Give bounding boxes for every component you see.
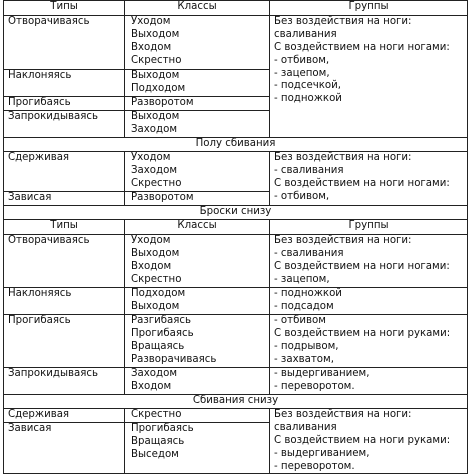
- table-row: [4, 288, 468, 315]
- classes-cell: [125, 235, 270, 288]
- header-types: Типы: [4, 1, 125, 16]
- cell-line: - отбивом: [274, 315, 326, 326]
- type-cell: Запрокидываясь: [4, 368, 125, 395]
- type-cell: Зависая: [4, 423, 125, 474]
- section-title-row: [4, 206, 468, 220]
- section-title-row: [4, 395, 468, 409]
- cell-line: Выходом: [131, 300, 180, 312]
- section-title: Сбивания снизу: [4, 395, 468, 409]
- table-row: [4, 16, 468, 70]
- table-row: [4, 315, 468, 368]
- cell-line: Без воздействия на ноги:: [274, 409, 412, 420]
- cell-line: С воздействием на ноги ногами:: [274, 260, 450, 272]
- type-cell: Наклоняясь: [4, 70, 125, 97]
- cell-line: Входом: [131, 41, 172, 53]
- cell-line: Вращаясь: [131, 435, 185, 447]
- cell-line: Прогибаясь: [131, 423, 194, 435]
- classes-cell: [125, 97, 270, 111]
- cell-line: Скрестно: [131, 409, 182, 420]
- cell-line: - переворотом.: [274, 460, 355, 472]
- table-row: [4, 368, 468, 395]
- groups-cell: [270, 152, 468, 206]
- cell-line: С воздействием на ноги ногами:: [274, 41, 450, 53]
- cell-line: Скрестно: [131, 273, 182, 285]
- header-types: Типы: [4, 220, 125, 235]
- cell-line: - зацепом,: [274, 67, 330, 79]
- classes-cell: [125, 288, 270, 315]
- header-row: [4, 220, 468, 235]
- cell-line: Выходом: [131, 247, 180, 259]
- cell-line: Выходом: [131, 28, 180, 40]
- table-row: [4, 235, 468, 288]
- classes-cell: [125, 409, 270, 423]
- header-groups: Группы: [270, 220, 468, 235]
- section-title: Броски снизу: [4, 206, 468, 220]
- classes-cell: [125, 152, 270, 192]
- cell-line: - сваливания: [274, 247, 344, 259]
- cell-line: Уходом: [131, 16, 171, 27]
- classes-cell: [125, 368, 270, 395]
- cell-line: Скрестно: [131, 54, 182, 66]
- cell-line: С воздействием на ноги руками:: [274, 327, 451, 339]
- type-cell: Отворачиваясь: [4, 16, 125, 70]
- cell-line: Выходом: [131, 111, 180, 122]
- classes-cell: [125, 16, 270, 70]
- header-classes: Классы: [125, 220, 270, 235]
- groups-cell: [270, 368, 468, 395]
- type-cell: Прогибаясь: [4, 97, 125, 111]
- cell-line: Скрестно: [131, 177, 182, 189]
- cell-line: сваливания: [274, 28, 337, 40]
- throws-classification-table: [3, 0, 468, 474]
- classes-cell: [125, 192, 270, 206]
- cell-line: - подножкой: [274, 288, 342, 299]
- cell-line: Уходом: [131, 152, 171, 163]
- type-cell: Сдерживая: [4, 152, 125, 192]
- groups-cell: [270, 16, 468, 138]
- cell-line: Разворотом: [131, 97, 194, 108]
- cell-line: - подсечкой,: [274, 80, 341, 92]
- type-cell: Отворачиваясь: [4, 235, 125, 288]
- groups-cell: [270, 235, 468, 288]
- cell-line: - зацепом,: [274, 273, 330, 285]
- cell-line: Выходом: [131, 70, 180, 81]
- cell-line: Выседом: [131, 448, 179, 460]
- groups-cell: [270, 288, 468, 315]
- classes-cell: [125, 315, 270, 368]
- cell-line: - выдергиванием,: [274, 368, 370, 379]
- type-cell: Зависая: [4, 192, 125, 206]
- cell-line: С воздействием на ноги ногами:: [274, 177, 450, 189]
- cell-line: - подножкой: [274, 93, 342, 105]
- header-row: [4, 1, 468, 16]
- header-classes: Классы: [125, 1, 270, 16]
- header-groups: Группы: [270, 1, 468, 16]
- cell-line: Входом: [131, 380, 172, 392]
- classes-cell: [125, 70, 270, 97]
- cell-line: сваливания: [274, 421, 337, 433]
- section-title-row: [4, 138, 468, 152]
- cell-line: Заходом: [131, 368, 177, 379]
- cell-line: Заходом: [131, 164, 177, 176]
- cell-line: Подходом: [131, 82, 186, 94]
- cell-line: Без воздействия на ноги:: [274, 235, 412, 246]
- section-title: Полу сбивания: [4, 138, 468, 152]
- cell-line: Заходом: [131, 123, 177, 135]
- cell-line: - подсадом: [274, 300, 334, 312]
- classes-cell: [125, 423, 270, 474]
- cell-line: Входом: [131, 260, 172, 272]
- cell-line: - переворотом.: [274, 380, 355, 392]
- type-cell: Наклоняясь: [4, 288, 125, 315]
- cell-line: Разворотом: [131, 192, 194, 203]
- cell-line: Вращаясь: [131, 340, 185, 352]
- table-row: [4, 152, 468, 192]
- cell-line: Прогибаясь: [131, 327, 194, 339]
- groups-cell: [270, 409, 468, 474]
- cell-line: С воздействием на ноги руками:: [274, 434, 451, 446]
- cell-line: - отбивом,: [274, 54, 330, 66]
- type-cell: Сдерживая: [4, 409, 125, 423]
- type-cell: Прогибаясь: [4, 315, 125, 368]
- cell-line: Без воздействия на ноги:: [274, 16, 412, 27]
- cell-line: Разворачиваясь: [131, 353, 217, 365]
- cell-line: - захватом,: [274, 353, 334, 365]
- cell-line: - выдергиванием,: [274, 447, 370, 459]
- classes-cell: [125, 111, 270, 138]
- cell-line: Без воздействия на ноги:: [274, 152, 412, 163]
- cell-line: Подходом: [131, 288, 186, 299]
- table-row: [4, 409, 468, 423]
- type-cell: Запрокидываясь: [4, 111, 125, 138]
- groups-cell: [270, 315, 468, 368]
- cell-line: - отбивом,: [274, 190, 330, 202]
- cell-line: Уходом: [131, 235, 171, 246]
- cell-line: - подрывом,: [274, 340, 339, 352]
- cell-line: Разгибаясь: [131, 315, 192, 326]
- cell-line: - сваливания: [274, 164, 344, 176]
